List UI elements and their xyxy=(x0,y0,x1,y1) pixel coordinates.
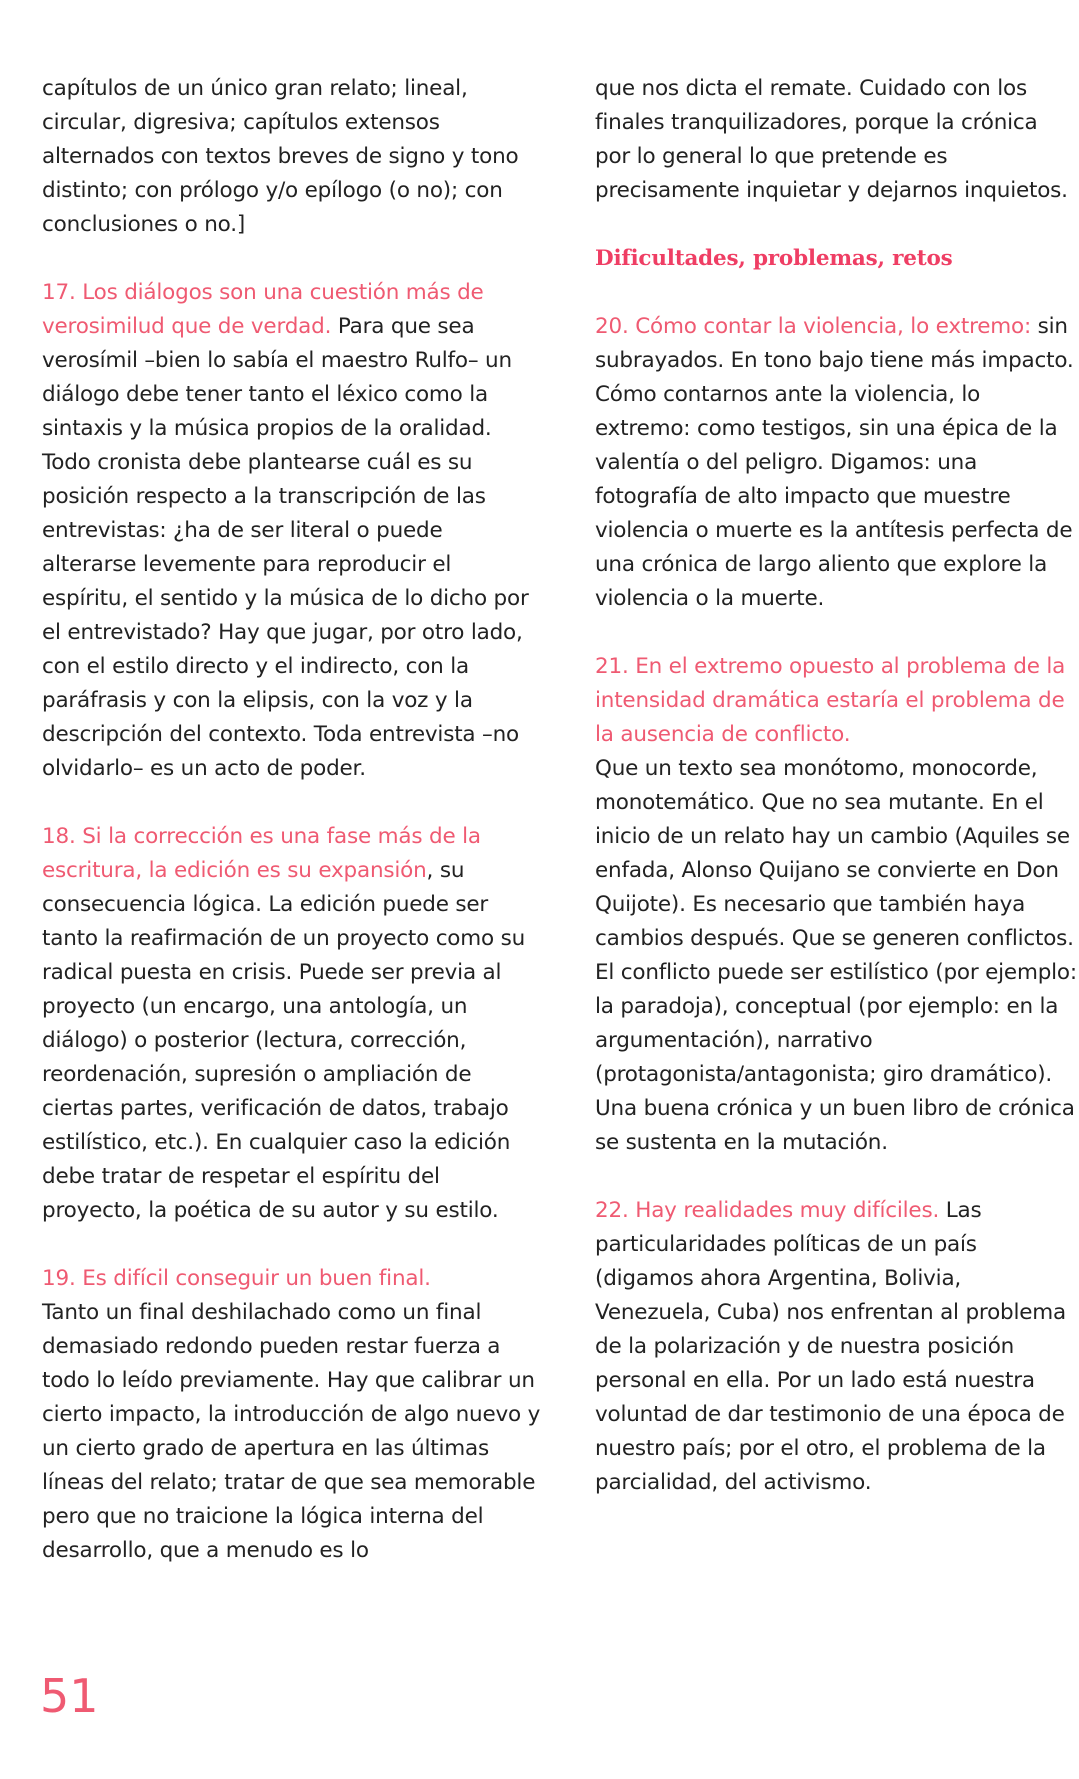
paragraph-body: que nos dicta el remate. Cuidado con los finales tranquilizadores, porque la crónica por lo general lo que pretende es precisamente inquietar y dejarnos inquietos. xyxy=(595,76,1068,203)
paragraph-continuation-right xyxy=(595,72,1079,208)
paragraph-22 xyxy=(595,1194,1079,1500)
page-number: 51 xyxy=(40,1669,99,1723)
paragraph-22-body: Las particularidades políticas de un país (digamos ahora Argentina, Bolivia, Venezuela, Cuba) nos enfrentan al problema de la polarización y de nuestra posición personal en ella. Por un lado está nuestra voluntad de dar testimonio de una época de nuestro país; por el otro, el problema de la parcialidad, del activismo. xyxy=(595,1198,1067,1495)
paragraph-22-heading: 22. Hay realidades muy difíciles. xyxy=(595,1198,940,1223)
paragraph-21-body: Que un texto sea monótomo, monocorde, monotemático. Que no sea mutante. En el inicio de un relato hay un cambio (Aquiles se enfada, Alonso Quijano se convierte en Don Quijote). Es necesario que también haya cambios después. Que se generen conflictos. El conflicto puede ser estilístico (por ejemplo: la paradoja), conceptual (por ejemplo: en la argumentación), narrativo (protagonista/antagonista; giro dramático). Una buena crónica y un buen libro de crónica se sustenta en la mutación. xyxy=(595,756,1077,1155)
paragraph-21 xyxy=(595,650,1079,1160)
paragraph-19-body: Tanto un final deshilachado como un final demasiado redondo pueden restar fuerza a todo lo leído previamente. Hay que calibrar un cierto impacto, la introducción de algo nuevo y un cierto grado de apertura en las últimas líneas del relato; tratar de que sea memorable pero que no traicione la lógica interna del desarrollo, que a menudo es lo xyxy=(42,1300,541,1563)
paragraph-body: capítulos de un único gran relato; lineal, circular, digresiva; capítulos extensos alternados con textos breves de signo y tono distinto; con prólogo y/o epílogo (o no); con conclusiones o no.] xyxy=(42,76,519,237)
paragraph-18-body: , su consecuencia lógica. La edición puede ser tanto la reafirmación de un proyecto como su radical puesta en crisis. Puede ser previa al proyecto (un encargo, una antología, un diálogo) o posterior (lectura, corrección, reordenación, supresión o ampliación de ciertas partes, verificación de datos, trabajo estilístico, etc.). En cualquier caso la edición debe tratar de respetar el espíritu del proyecto, la poética de su autor y su estilo. xyxy=(42,858,526,1223)
paragraph-21-heading: 21. En el extremo opuesto al problema de la intensidad dramática estaría el problema de la ausencia de conflicto. xyxy=(595,654,1066,747)
paragraph-17 xyxy=(42,276,542,786)
paragraph-20-body: sin subrayados. En tono bajo tiene más impacto. Cómo contarnos ante la violencia, lo extremo: como testigos, sin una épica de la valentía o del peligro. Digamos: una fotografía de alto impacto que muestre violencia o muerte es la antítesis perfecta de una crónica de largo aliento que explore la violencia o la muerte. xyxy=(595,314,1074,611)
paragraph-19-heading: 19. Es difícil conseguir un buen final. xyxy=(42,1266,431,1291)
paragraph-20 xyxy=(595,310,1079,616)
paragraph-18 xyxy=(42,820,542,1228)
paragraph-continuation xyxy=(42,72,542,242)
section-heading: Dificultades, problemas, retos xyxy=(595,246,953,271)
right-column xyxy=(595,72,1079,1534)
paragraph-18-heading: 18. Si la corrección es una fase más de la escritura, la edición es su expansión xyxy=(42,824,481,883)
paragraph-19 xyxy=(42,1262,542,1568)
paragraph-17-body: Para que sea verosímil –bien lo sabía el maestro Rulfo– un diálogo debe tener tanto el léxico como la sintaxis y la música propios de la oralidad. Todo cronista debe plantearse cuál es su posición respecto a la transcripción de las entrevistas: ¿ha de ser literal o puede alterarse levemente para reproducir el espíritu, el sentido y la música de lo dicho por el entrevistado? Hay que jugar, por otro lado, con el estilo directo y el indirecto, con la paráfrasis y con la elipsis, con la voz y la descripción del contexto. Toda entrevista –no olvidarlo– es un acto de poder. xyxy=(42,314,529,781)
paragraph-17-heading: 17. Los diálogos son una cuestión más de verosimilud que de verdad. xyxy=(42,280,484,339)
left-column xyxy=(42,72,542,1602)
paragraph-20-heading: 20. Cómo contar la violencia, lo extremo: xyxy=(595,314,1032,339)
